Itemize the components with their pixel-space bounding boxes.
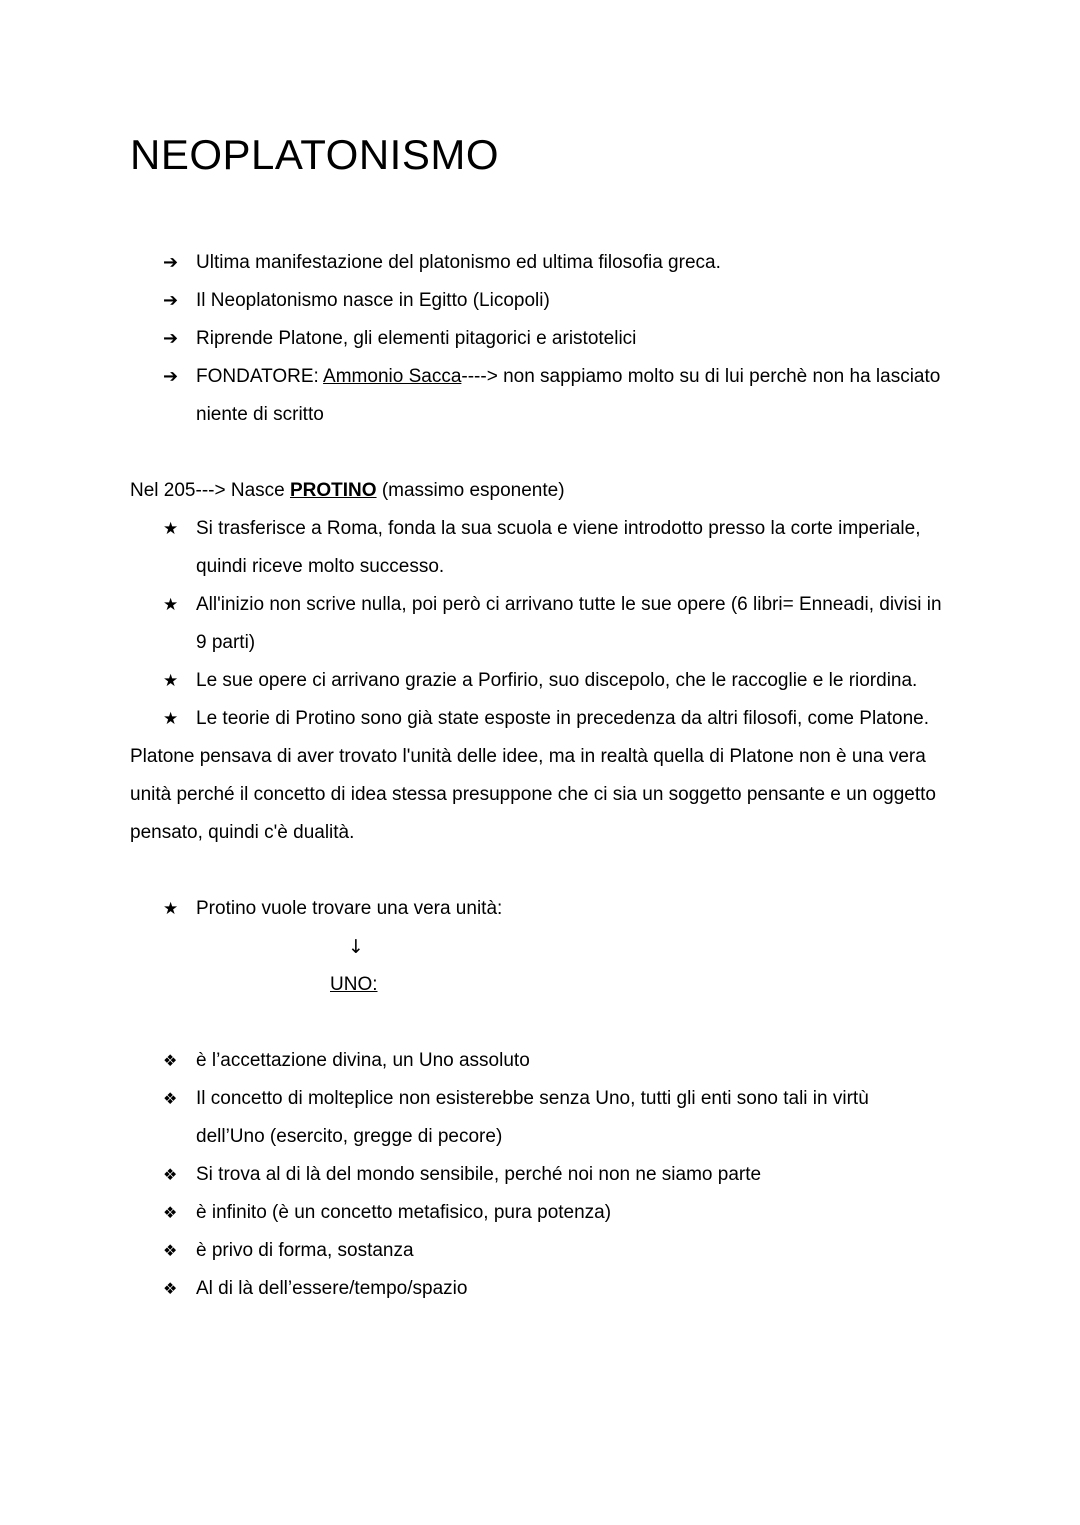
list-item-text: Riprende Platone, gli elementi pitagorici e aristotelici: [196, 328, 637, 349]
page-title: NEOPLATONISMO: [130, 131, 500, 178]
diamond-bullet-icon: ❖: [163, 1241, 178, 1260]
protino-intro-suffix: (massimo esponente): [376, 480, 565, 501]
list-item-text: è infinito (è un concetto metafisico, pura potenza): [196, 1202, 612, 1223]
list-item: [130, 1232, 942, 1270]
arrow-bullet-icon: ➔: [163, 252, 179, 273]
star-bullet-icon: ★: [163, 595, 179, 615]
list-item: [130, 662, 942, 700]
list-item-text: Si trasferisce a Roma, fonda la sua scuola e viene introdotto presso la corte imperiale, quindi riceve molto successo.: [196, 518, 921, 577]
star-bullet-icon: ★: [163, 709, 179, 729]
list-item: [130, 1194, 942, 1232]
list-item-text: Le teorie di Protino sono già state esposte in precedenza da altri filosofi, come Platone.: [196, 708, 929, 729]
list-item: [130, 1042, 942, 1080]
star-bullet-icon: ★: [163, 519, 179, 539]
protino-list: [130, 510, 942, 738]
fondatore-name: Ammonio Sacca: [323, 366, 462, 387]
fondatore-note: ----> non sappiamo molto su di lui perchè non ha lasciato niente di scritto: [196, 366, 941, 425]
platone-paragraph: Platone pensava di aver trovato l'unità delle idee, ma in realtà quella di Platone non è una vera unità perché il concetto di idea stessa presuppone che ci sia un soggetto pensante e un oggetto pensato, quindi c'è dualità.: [130, 746, 936, 843]
list-item: [130, 586, 942, 662]
list-item-text: All'inizio non scrive nulla, poi però ci arrivano tutte le sue opere (6 libri= Enneadi, divisi in 9 parti): [196, 594, 942, 653]
list-item-text: Al di là dell’essere/tempo/spazio: [196, 1278, 468, 1299]
list-item-text: Protino vuole trovare una vera unità:: [196, 898, 503, 919]
list-item: [130, 1270, 942, 1308]
protino-name: PROTINO: [289, 480, 377, 501]
list-item-text: Ultima manifestazione del platonismo ed ultima filosofia greca.: [196, 252, 721, 273]
diamond-bullet-icon: ❖: [163, 1089, 178, 1108]
list-item-text: è l’accettazione divina, un Uno assoluto: [196, 1050, 530, 1071]
list-item: [130, 282, 942, 320]
arrow-bullet-icon: ➔: [163, 328, 179, 349]
down-arrow-icon: ↓: [348, 936, 364, 958]
uno-heading: UNO:: [330, 974, 378, 995]
list-item-text: [196, 358, 942, 434]
list-item-text: Il Neoplatonismo nasce in Egitto (Licopoli): [196, 290, 550, 311]
diamond-bullet-icon: ❖: [163, 1203, 178, 1222]
list-item: [130, 244, 942, 282]
intro-list: [130, 244, 942, 434]
list-item: [130, 890, 942, 928]
arrow-bullet-icon: ➔: [163, 366, 179, 387]
list-item: [130, 700, 942, 738]
goal-list: [130, 890, 942, 928]
star-bullet-icon: ★: [163, 671, 179, 691]
arrow-bullet-icon: ➔: [163, 290, 179, 311]
uno-heading-line: [130, 966, 942, 1004]
list-item-text: Il concetto di molteplice non esisterebbe senza Uno, tutti gli enti sono tali in virtù dell’Uno (esercito, gregge di pecore): [196, 1088, 869, 1147]
uno-list: [130, 1042, 942, 1308]
list-item-text: Le sue opere ci arrivano grazie a Porfirio, suo discepolo, che le raccoglie e le riordina.: [196, 670, 918, 691]
list-item: [130, 510, 942, 586]
list-item: [130, 1080, 942, 1156]
protino-intro-prefix: Nel 205---> Nasce: [130, 480, 290, 501]
list-item: [130, 320, 942, 358]
list-item: [130, 1156, 942, 1194]
diamond-bullet-icon: ❖: [163, 1051, 178, 1070]
diamond-bullet-icon: ❖: [163, 1165, 178, 1184]
star-bullet-icon: ★: [163, 899, 179, 919]
list-item: [130, 358, 942, 434]
diamond-bullet-icon: ❖: [163, 1279, 178, 1298]
fondatore-label: FONDATORE:: [196, 366, 324, 387]
protino-intro-paragraph: [130, 472, 942, 510]
list-item-text: è privo di forma, sostanza: [196, 1240, 414, 1261]
list-item-text: Si trova al di là del mondo sensibile, perché noi non ne siamo parte: [196, 1164, 762, 1185]
